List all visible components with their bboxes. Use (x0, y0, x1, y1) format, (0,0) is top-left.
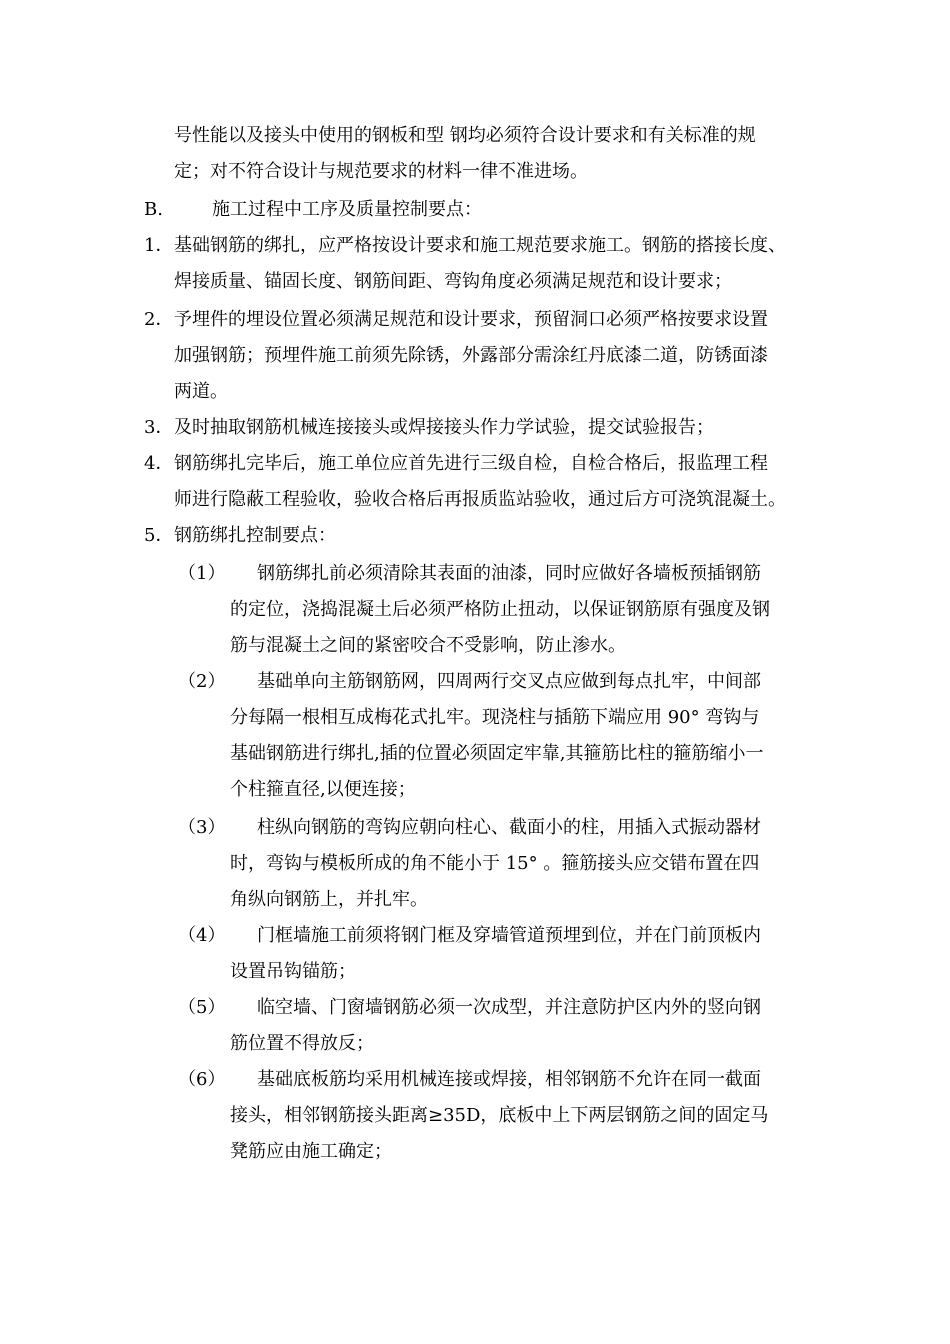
subitem-2-line-2: 分每隔一根相互成梅花式扎牢。现浇柱与插筋下端应用 90° 弯钩与 (230, 707, 760, 728)
subitem-3-line-1: 柱纵向钢筋的弯钩应朝向柱心、截面小的柱，用插入式振动器材 (257, 817, 761, 838)
subitem-1-marker: （1） (178, 563, 226, 584)
subitem-3-line-3: 角纵向钢筋上，并扎牢。 (230, 889, 428, 910)
item-3-marker: 3． (144, 417, 174, 438)
intro-line-2: 定；对不符合设计与规范要求的材料一律不准进场。 (174, 161, 588, 182)
item-3-line-1: 及时抽取钢筋机械连接接头或焊接接头作力学试验，提交试验报告； (174, 417, 714, 438)
item-4-marker: 4． (144, 453, 174, 474)
subitem-1-line-2: 的定位，浇捣混凝土后必须严格防止扭动，以保证钢筋原有强度及钢 (230, 599, 770, 620)
item-5-line-1: 钢筋绑扎控制要点： (174, 525, 336, 546)
subitem-4-line-2: 设置吊钩锚筋； (230, 961, 356, 982)
subitem-5-line-2: 筋位置不得放反； (230, 1033, 374, 1054)
item-1-line-2: 焊接质量、锚固长度、钢筋间距、弯钩角度必须满足规范和设计要求； (174, 271, 732, 292)
subitem-6-line-3: 凳筋应由施工确定； (230, 1141, 392, 1162)
item-1-line-1: 基础钢筋的绑扎，应严格按设计要求和施工规范要求施工。钢筋的搭接长度、 (174, 235, 786, 256)
section-b-marker: B. (144, 199, 163, 220)
subitem-6-line-1: 基础底板筋均采用机械连接或焊接，相邻钢筋不允许在同一截面 (257, 1069, 761, 1090)
intro-line-1: 号性能以及接头中使用的钢板和型 钢均必须符合设计要求和有关标准的规 (174, 125, 756, 146)
subitem-6-marker: （6） (178, 1069, 226, 1090)
item-2-marker: 2． (144, 309, 174, 330)
subitem-2-line-1: 基础单向主筋钢筋网，四周两行交叉点应做到每点扎牢，中间部 (257, 671, 761, 692)
section-b-title: 施工过程中工序及质量控制要点： (212, 199, 482, 220)
subitem-4-line-1: 门框墙施工前须将钢门框及穿墙管道预埋到位，并在门前顶板内 (257, 925, 761, 946)
subitem-2-line-3: 基础钢筋进行绑扎,插的位置必须固定牢靠,其箍筋比柱的箍筋缩小一 (230, 743, 764, 764)
subitem-2-line-4: 个柱箍直径,以便连接； (230, 779, 416, 800)
item-1-marker: 1． (144, 235, 174, 256)
subitem-2-marker: （2） (178, 671, 226, 692)
subitem-1-line-3: 筋与混凝土之间的紧密咬合不受影响，防止渗水。 (230, 635, 626, 656)
subitem-4-marker: （4） (178, 925, 226, 946)
item-2-line-1: 予埋件的埋设位置必须满足规范和设计要求，预留洞口必须严格按要求设置 (174, 309, 768, 330)
item-2-line-3: 两道。 (174, 381, 228, 402)
item-4-line-1: 钢筋绑扎完毕后，施工单位应首先进行三级自检，自检合格后，报监理工程 (174, 453, 768, 474)
item-5-marker: 5． (144, 525, 174, 546)
subitem-5-line-1: 临空墙、门窗墙钢筋必须一次成型，并注意防护区内外的竖向钢 (257, 997, 761, 1018)
item-2-line-2: 加强钢筋；预埋件施工前须先除锈，外露部分需涂红丹底漆二道，防锈面漆 (174, 345, 768, 366)
subitem-3-line-2: 时，弯钩与模板所成的角不能小于 15° 。箍筋接头应交错布置在四 (230, 853, 760, 874)
subitem-3-marker: （3） (178, 817, 226, 838)
subitem-6-line-2: 接头，相邻钢筋接头距离≥35D，底板中上下两层钢筋之间的固定马 (230, 1105, 769, 1126)
item-4-line-2: 师进行隐蔽工程验收，验收合格后再报质监站验收，通过后方可浇筑混凝土。 (174, 489, 786, 510)
subitem-5-marker: （5） (178, 997, 226, 1018)
subitem-1-line-1: 钢筋绑扎前必须清除其表面的油漆，同时应做好各墙板预插钢筋 (257, 563, 761, 584)
